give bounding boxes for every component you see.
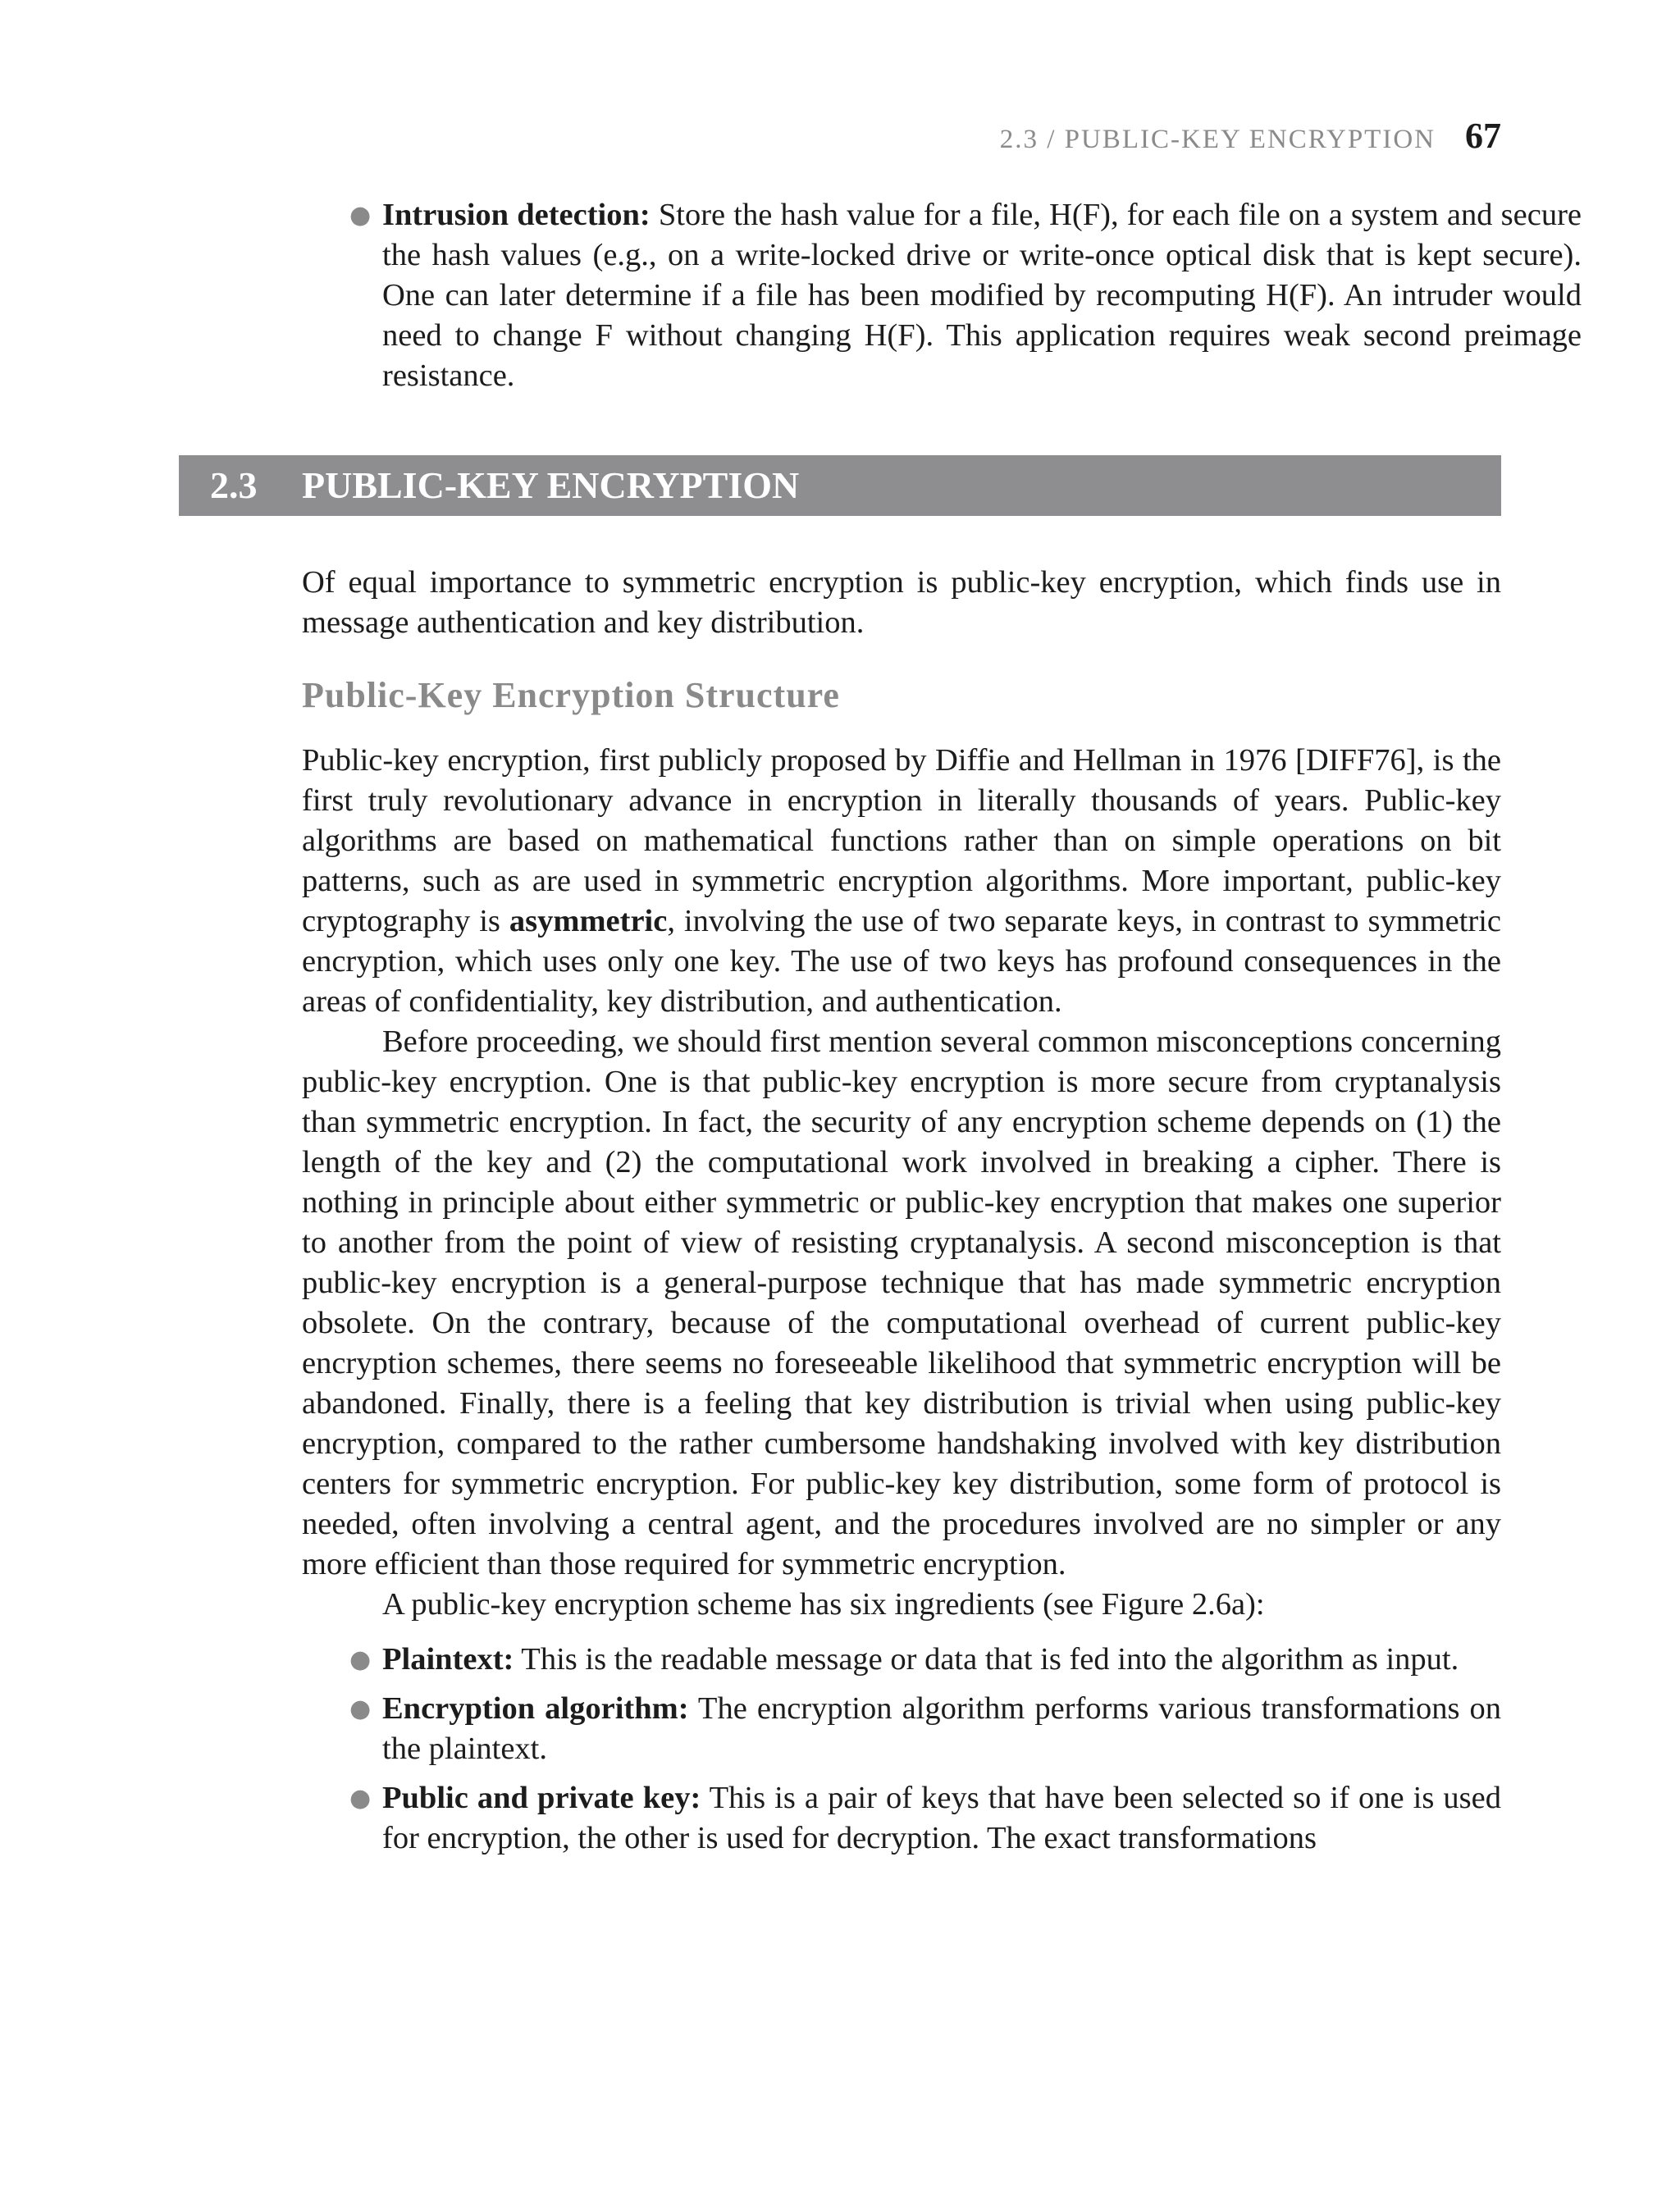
bold-term-asymmetric: asymmetric — [509, 904, 668, 938]
bullet-term: Intrusion detection: — [382, 198, 651, 232]
paragraph-misconceptions: Before proceeding, we should first mention several common misconceptions concerning public-key encryption. One is that public-key encryption is more secure from cryptanalysis than symmetric encryption. In fact, the security of any encryption scheme depends on (1) the length of the key and (2) the computational work involved in breaking a cipher. There is nothing in principle about either symmetric or public-key encryption that makes one superior to another from the point of view of resisting cryptanalysis. A second misconception is that public-key encryption is a general-purpose technique that has made symmetric encryption obsolete. On the contrary, because of the computational overhead of current public-key encryption schemes, there seems no foreseeable likelihood that symmetric encryption will be abandoned. Finally, there is a feeling that key distribution is trivial when using public-key encryption, compared to the rather cumbersome handshaking involved with key distribution centers for symmetric encryption. For public-key key distribution, some form of protocol is needed, often involving a central agent, and the procedures involved are no simpler or any more efficient than those required for symmetric encryption. — [302, 1024, 1501, 1581]
bullet-intrusion-detection — [302, 195, 1582, 396]
bullet-text: This is the readable message or data that is fed into the algorithm as input. — [514, 1642, 1459, 1677]
section-heading-bar — [179, 455, 1501, 516]
list-item — [302, 1640, 1501, 1680]
bullet-term: Plaintext: — [382, 1642, 514, 1677]
bullet-text: This is a pair of keys that have been selected so if one is used for encryption, the other is used for decryption. The exact transformations — [382, 1781, 1501, 1855]
subsection-heading: Public-Key Encryption Structure — [302, 675, 840, 715]
bullet-term: Public and private key: — [382, 1781, 701, 1815]
bullet-term: Encryption algorithm: — [382, 1691, 689, 1726]
bullet-dot-icon: ● — [349, 1784, 372, 1813]
running-head: 2.3 / PUBLIC-KEY ENCRYPTION — [999, 125, 1436, 154]
bullet-dot-icon: ● — [349, 1695, 372, 1723]
paragraph-ingredients-intro: A public-key encryption scheme has six ingredients (see Figure 2.6a): — [382, 1587, 1265, 1622]
ingredients-list — [302, 1640, 1501, 1859]
bullet-dot-icon: ● — [349, 1645, 372, 1674]
list-item — [302, 1778, 1501, 1859]
list-item — [302, 1689, 1501, 1769]
bullet-text: Store the hash value for a file, H(F), for each file on a system and secure the hash values (e.g., on a write-locked drive or write-once optical disk that is kept secure). One can later determine if a file has been modified by recomputing H(F). An intruder would need to change F without changing H(F). This application requires weak second preimage resistance. — [382, 198, 1582, 393]
bullet-dot-icon: ● — [349, 201, 372, 230]
paragraph-text: , involving the use of two separate keys, in contrast to symmetric encryption, which uses only one key. The use of two keys has profound consequences in the areas of confidentiality, key distribution, and authentication. — [302, 904, 1501, 1019]
bullet-text: The encryption algorithm performs various transformations on the plaintext. — [382, 1691, 1502, 1766]
intro-paragraph: Of equal importance to symmetric encryption is public-key encryption, which finds use in message authentication and key distribution. — [302, 565, 1501, 640]
paragraph-structure — [302, 741, 1501, 1022]
section-number: 2.3 — [210, 464, 258, 506]
paragraph-text: Public-key encryption, first publicly proposed by Diffie and Hellman in 1976 [DIFF76], is the first truly revolutionary advance in encryption in literally thousands of years. Public-key algorithms are based on mathematical functions rather than on simple operations on bit patterns, such as are used in symmetric encryption algorithms. More important, public-key cryptography is — [302, 743, 1501, 938]
main-text-flow — [302, 741, 1501, 1868]
section-title: PUBLIC-KEY ENCRYPTION — [302, 464, 800, 506]
page-header — [302, 115, 1501, 157]
page-number: 67 — [1465, 116, 1501, 156]
